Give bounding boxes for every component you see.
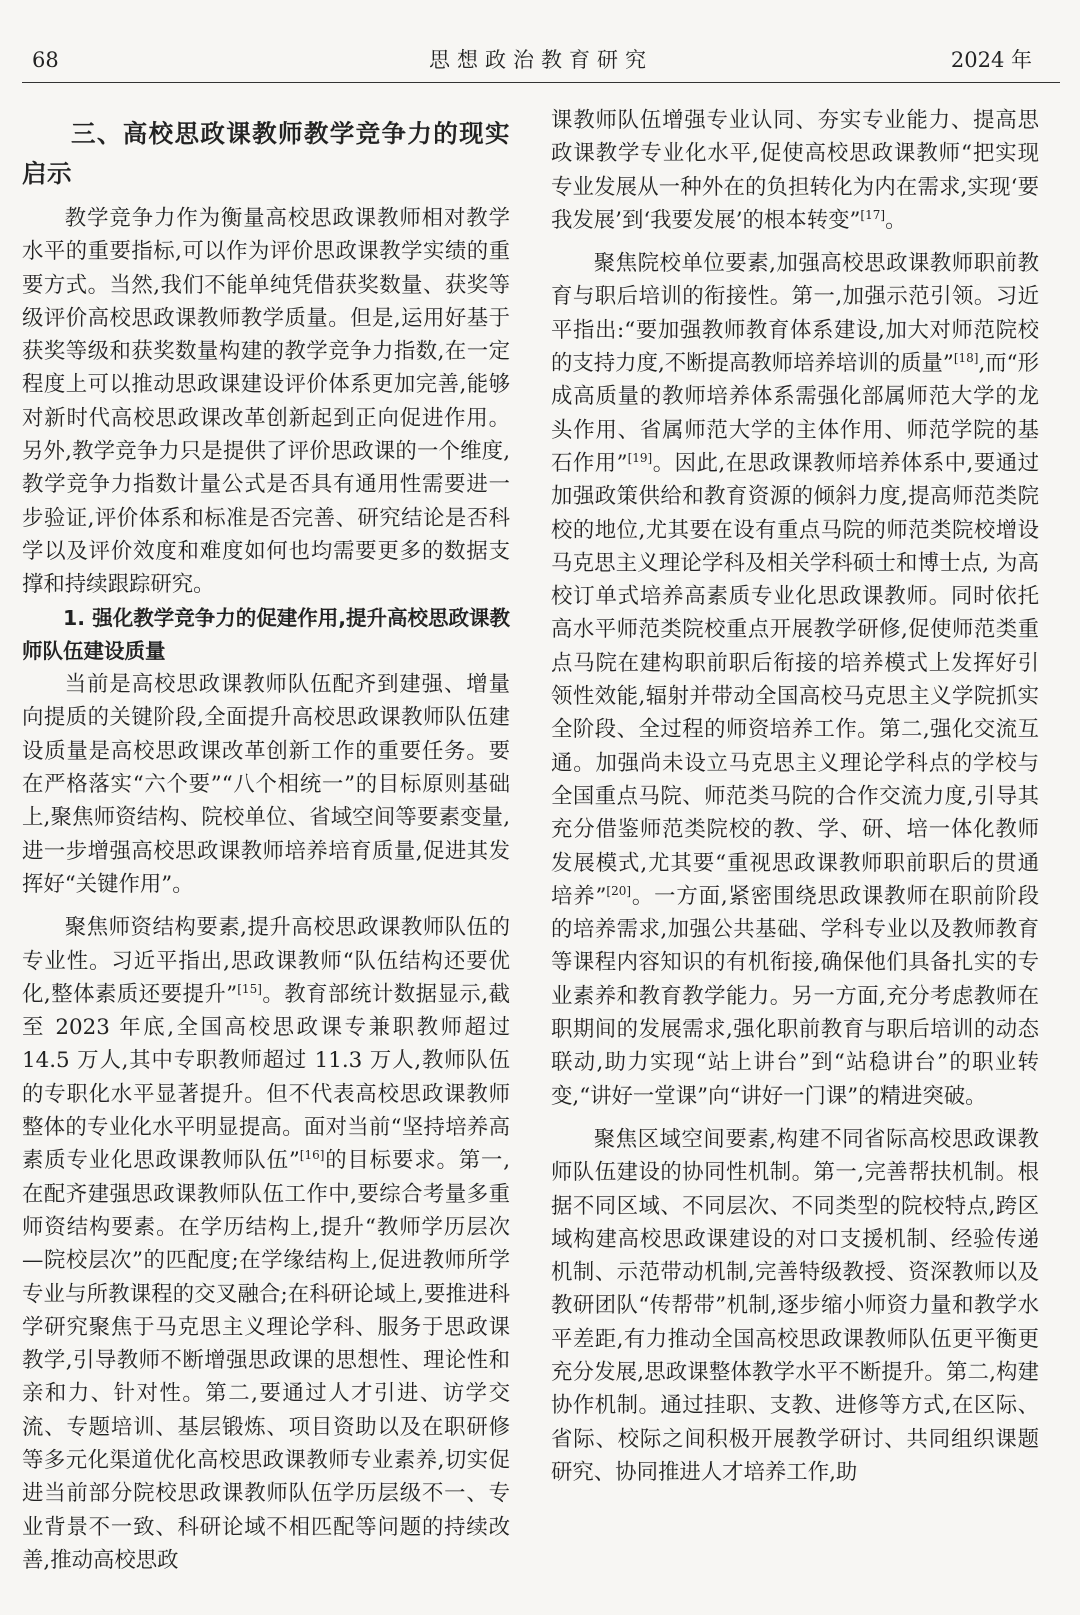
- paragraph: 聚焦区域空间要素,构建不同省际高校思政课教师队伍建设的协同性机制。第一,完善帮扶机制。根据不同区域、不同层次、不同类型的院校特点,跨区域构建高校思政课建设的对口支援机制、经验传递机制、示范带动机制,完善特级教授、资深教师以及教研团队“传帮带”机制,逐步缩小师资力量和教学水平差距,有力推动全国高校思政课教师队伍更平衡更充分发展,思政课整体教学水平不断提升。第二,构建协作机制。通过挂职、支教、进修等方式,在区际、省际、校际之间积极开展教学研讨、共同组织课题研究、协同推进人才培养工作,助: [551, 1126, 1039, 1485]
- paragraph-text: 。教育部统计数据显示,截至 2023 年底,全国高校思政课专兼职教师超过 14.5 万人,其中专职教师超过 11.3 万人,教师队伍的专职化水平显著提升。但不代表高校思政课教师整体的专业化水平明显提高。面对当前“坚持培养高素质专业化思政课教师队伍”: [22, 981, 510, 1174]
- page-header: [22, 38, 1060, 83]
- paragraph-gap: [551, 237, 1039, 247]
- citation-ref: [16]: [299, 1148, 325, 1163]
- citation-ref: [18]: [953, 350, 979, 365]
- section-title: 三、高校思政课教师教学竞争力的现实启示: [22, 119, 510, 188]
- paragraph: [551, 104, 1039, 237]
- paragraph-text: ,而“形成高质量的教师培养体系需强化部属师范大学的龙头作用、省属师范大学的主体作用、师范学院的基石作用”: [551, 351, 1039, 476]
- paragraph-text: 课教师队伍增强专业认同、夯实专业能力、提高思政课教学专业化水平,促使高校思政课教师“把实现专业发展从一种外在的负担转化为内在需求,实现‘要我发展’到‘我要发展’的根本转变”: [551, 108, 1039, 233]
- paragraph-text: 。因此,在思政课教师培养体系中,要通过加强政策供给和教育资源的倾斜力度,提高师范类院校的地位,尤其要在设有重点马院的师范类院校增设马克思主义理论学科及相关学科硕士和博士点, 为高校订单式培养高素质专业化思政课教师。同时依托高水平师范类院校重点开展教学研修,促使师范类重点马院在建构职前职后衔接的培养模式上发挥好引领性效能,辐射并带动全国高校马克思主义学院抓实全阶段、全过程的师资培养工作。第二,强化交流互通。加强尚未设立马克思主义理论学科点的学校与全国重点马院、师范类马院的合作交流力度,引导其充分借鉴师范类院校的教、学、研、培一体化教师发展模式,尤其要“重视思政课教师职前职后的贯通培养”: [551, 450, 1039, 909]
- paragraph-text: 当前是高校思政课教师队伍配齐到建强、增量向提质的关键阶段,全面提升高校思政课教师队伍建设质量是高校思政课改革创新工作的重要任务。要在严格落实“六个要”“八个相统一”的目标原则基础上,聚焦师资结构、院校单位、省域空间等要素变量,进一步增强高校思政课教师培养培育质量,促进其发挥好“关键作用”。: [22, 672, 510, 897]
- paragraph-text: 聚焦师资结构要素,提升高校思政课教师队伍的专业性。习近平指出,思政课教师“队伍结构还要优化,整体素质还要提升”: [22, 915, 510, 1007]
- citation-ref: [20]: [606, 883, 632, 898]
- paragraph-text: 的目标要求。第一,在配齐建强思政课教师队伍工作中,要综合考量多重师资结构要素。在学历结构上,提升“教师学历层次—院校层次”的匹配度;在学缘结构上,促进教师所学专业与所教课程的交叉融合;在科研论域上,要推进科学研究聚焦于马克思主义理论学科、服务于思政课教学,引导教师不断增强思政课的思想性、理论性和亲和力、针对性。第二,要通过人才引进、访学交流、专题培训、基层锻炼、项目资助以及在职研修等多元化渠道优化高校思政课教师专业素养,切实促进当前部分院校思政课教师队伍学历层级不一、专业背景不一致、科研论域不相匹配等问题的持续改善,推动高校思政: [22, 1148, 510, 1573]
- paragraph-text: 聚焦院校单位要素,加强高校思政课教师职前教育与职后培训的衔接性。第一,加强示范引领。习近平指出:“要加强教师教育体系建设,加大对师范院校的支持力度,不断提高教师培养培训的质量”: [551, 251, 1039, 377]
- publication-year: 2024 年: [950, 48, 1032, 72]
- paragraph-text: 。一方面,紧密围绕思政课教师在职前阶段的培养需求,加强公共基础、学科专业以及教师教育等课程内容知识的有机衔接,确保他们具备扎实的专业素养和教育教学能力。另一方面,充分考虑教师在职期间的发展需求,强化职前教育与职后培训的动态联动,助力实现“站上讲台”到“站稳讲台”的职业转变,“讲好一堂课”向“讲好一门课”的精进突破。: [551, 883, 1039, 1109]
- citation-ref: [15]: [237, 981, 262, 996]
- paragraph: [22, 911, 510, 1577]
- subheading: 1. 强化教学竞争力的促建作用,提升高校思政课教师队伍建设质量: [22, 605, 510, 663]
- paragraph-gap: [551, 1113, 1039, 1123]
- left-column: [22, 102, 510, 1577]
- paragraph-gap: [22, 901, 510, 911]
- page-number: 68: [32, 48, 59, 72]
- paragraph: 教学竞争力作为衡量高校思政课教师相对教学水平的重要指标,可以作为评价思政课教学实绩的重要方式。当然,我们不能单纯凭借获奖数量、获奖等级评价高校思政课教师教学质量。但是,运用好基于获奖等级和获奖数量构建的教学竞争力指数,在一定程度上可以推动思政课建设评价体系更加完善,能够对新时代高校思政课改革创新起到正向促进作用。另外,教学竞争力只是提供了评价思政课的一个维度,教学竞争力指数计量公式是否具有通用性需要进一步验证,评价体系和标准是否完善、研究结论是否科学以及评价效度和难度如何也均需要更多的数据支撑和持续跟踪研究。: [22, 206, 510, 598]
- paragraph-text: 。: [885, 207, 907, 233]
- paragraph: [551, 247, 1039, 1113]
- right-column: [551, 104, 1039, 1489]
- paragraph: [22, 668, 510, 901]
- citation-ref: [17]: [860, 207, 886, 222]
- journal-title: 思想政治教育研究: [429, 48, 653, 72]
- citation-ref: [19]: [627, 450, 653, 465]
